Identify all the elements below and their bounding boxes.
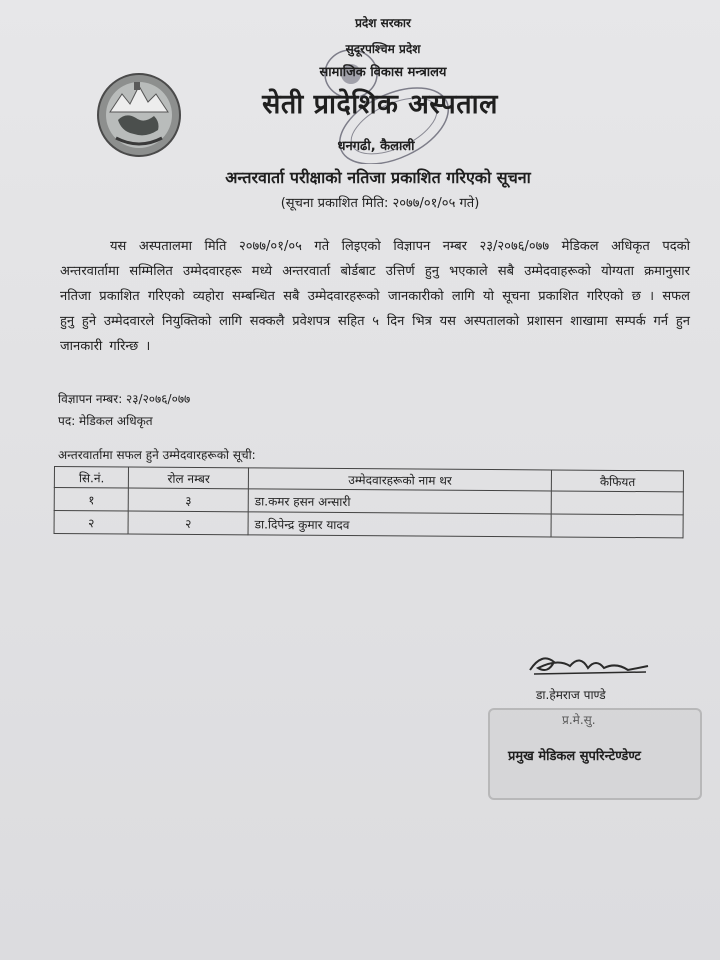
hospital-name: सेती प्रादेशिक अस्पताल [262, 89, 498, 120]
header-province-name: सुदूरपश्चिम प्रदेश [345, 42, 421, 56]
header-ministry: सामाजिक विकास मन्त्रालय [319, 65, 447, 80]
table-row [54, 511, 683, 538]
column-header-serial: सि.नं. [54, 467, 129, 489]
notice-paragraph: यस अस्पतालमा मिति २०७७/०१/०५ गते लिइएको विज्ञापन नम्बर २३/२०७६/०७७ मेडिकल अधिकृत पदको अन्तरवार्तामा सम्मिलित उम्मेदवारहरू मध्ये अन्तरवार्ता बोर्डबाट उत्तिर्ण हुनु भएकाले सबै उम्मेदवाहरूको योग्यता क्रमानुसार नतिजा प्रकाशित गरिएको व्यहोरा सम्बन्धित सबै उम्मेदवारहरूको जानकारीको लागि यो सूचना प्रकाशित गरिएको छ । सफल हुनु हुने उम्मेदवारले नियुक्तिको लागि सक्कलै प्रवेशपत्र सहित ५ दिन भित्र यस अस्पतालको प्रशासन शाखामा सम्पर्क गर्न हुन जानकारी गरिन्छ । [60, 239, 690, 354]
list-title: अन्तरवार्तामा सफल हुने उम्मेदवारहरूको सूची: [58, 448, 256, 462]
cell-name: डा.कमर हसन अन्सारी [248, 489, 551, 514]
cell-name: डा.दिपेन्द्र कुमार यादव [248, 512, 551, 537]
cell-remarks [551, 514, 683, 538]
publish-date: (सूचना प्रकाशित मिति: २०७७/०१/०५ गते) [280, 196, 480, 211]
hospital-location: धनगढी, कैलाली [337, 139, 415, 154]
signatory-name: डा.हेमराज पाण्डे [536, 688, 606, 702]
signature-icon [524, 644, 654, 684]
notice-title: अन्तरवार्ता परीक्षाको नतिजा प्रकाशित गरिएको सूचना [225, 168, 531, 187]
cell-remarks [552, 491, 684, 515]
signatory-title: प्रमुख मेडिकल सुपरिन्टेण्डेण्ट [508, 749, 641, 764]
column-header-remarks: कैफियत [552, 470, 684, 492]
advertisement-number: विज्ञापन नम्बर: २३/२०७६/०७७ [58, 392, 191, 406]
cell-serial: २ [54, 511, 129, 535]
cell-serial: १ [54, 488, 129, 512]
signatory-short-title: प्र.मे.सु. [562, 713, 596, 727]
cell-roll: २ [128, 511, 248, 535]
column-header-name: उम्मेदवारहरूको नाम थर [248, 468, 551, 491]
column-header-roll: रोल नम्बर [129, 467, 249, 489]
cell-roll: ३ [129, 488, 249, 512]
results-table [54, 466, 684, 538]
post-name: पद: मेडिकल अधिकृत [58, 414, 153, 428]
header-province-government: प्रदेश सरकार [355, 16, 411, 30]
